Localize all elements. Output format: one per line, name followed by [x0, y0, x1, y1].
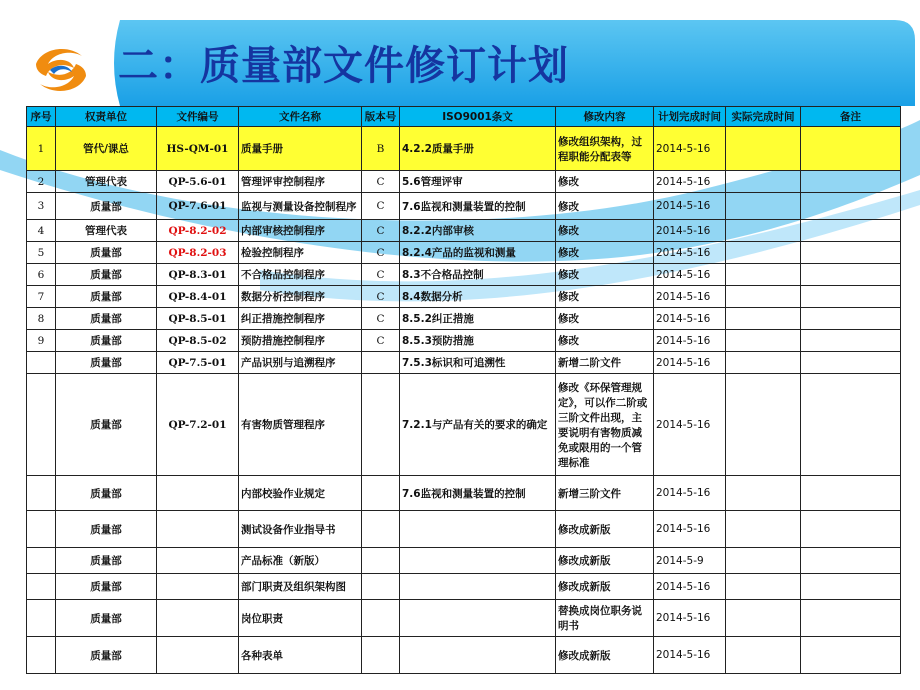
cell-note [801, 600, 901, 637]
table-row [27, 352, 901, 374]
cell-version: C [362, 286, 400, 308]
cell-change: 修改 [556, 264, 654, 286]
col-header-note: 备注 [801, 107, 901, 127]
cell-actual [726, 476, 801, 511]
cell-seq [27, 476, 56, 511]
cell-note [801, 286, 901, 308]
cell-clause: 8.3不合格品控制 [400, 264, 556, 286]
cell-actual [726, 193, 801, 220]
cell-seq: 2 [27, 171, 56, 193]
cell-dept: 质量部 [56, 548, 157, 574]
cell-note [801, 220, 901, 242]
cell-code [157, 600, 239, 637]
cell-clause [400, 511, 556, 548]
cell-actual [726, 220, 801, 242]
cell-note [801, 330, 901, 352]
cell-code: QP-8.4-01 [157, 286, 239, 308]
cell-actual [726, 127, 801, 171]
cell-code: HS-QM-01 [157, 127, 239, 171]
company-logo [28, 42, 94, 98]
cell-change: 修改 [556, 220, 654, 242]
table-row [27, 600, 901, 637]
cell-note [801, 193, 901, 220]
cell-note [801, 548, 901, 574]
cell-change: 新增二阶文件 [556, 352, 654, 374]
cell-code: QP-7.2-01 [157, 374, 239, 476]
table-row [27, 171, 901, 193]
cell-code: QP-5.6-01 [157, 171, 239, 193]
cell-clause: 8.5.3预防措施 [400, 330, 556, 352]
cell-note [801, 171, 901, 193]
cell-version: C [362, 220, 400, 242]
cell-version [362, 511, 400, 548]
cell-code: QP-7.6-01 [157, 193, 239, 220]
cell-clause [400, 574, 556, 600]
cell-planned: 2014-5-16 [654, 171, 726, 193]
cell-version: C [362, 330, 400, 352]
cell-actual [726, 286, 801, 308]
cell-planned: 2014-5-16 [654, 286, 726, 308]
col-header-seq: 序号 [27, 107, 56, 127]
table-row [27, 574, 901, 600]
cell-note [801, 476, 901, 511]
cell-planned: 2014-5-16 [654, 574, 726, 600]
cell-code: QP-8.5-01 [157, 308, 239, 330]
cell-seq: 3 [27, 193, 56, 220]
cell-clause: 8.2.2内部审核 [400, 220, 556, 242]
cell-code: QP-8.5-02 [157, 330, 239, 352]
col-header-actual: 实际完成时间 [726, 107, 801, 127]
cell-name: 质量手册 [239, 127, 362, 171]
cell-name: 纠正措施控制程序 [239, 308, 362, 330]
cell-code [157, 548, 239, 574]
revision-plan-table [26, 106, 901, 674]
cell-dept: 质量部 [56, 330, 157, 352]
cell-clause: 8.2.4产品的监视和测量 [400, 242, 556, 264]
cell-version: C [362, 242, 400, 264]
cell-planned: 2014-5-16 [654, 330, 726, 352]
cell-change: 修改《环保管理规定》，可以作二阶或三阶文件出现，主要说明有害物质减免或限用的一个管理标准 [556, 374, 654, 476]
cell-dept: 管代/课总 [56, 127, 157, 171]
cell-dept: 质量部 [56, 374, 157, 476]
cell-name: 管理评审控制程序 [239, 171, 362, 193]
cell-version: C [362, 308, 400, 330]
cell-note [801, 637, 901, 674]
cell-dept: 质量部 [56, 637, 157, 674]
cell-planned: 2014-5-16 [654, 374, 726, 476]
cell-note [801, 127, 901, 171]
cell-version: C [362, 171, 400, 193]
cell-change: 修改组织架构，过程职能分配表等 [556, 127, 654, 171]
cell-planned: 2014-5-16 [654, 476, 726, 511]
cell-planned: 2014-5-16 [654, 193, 726, 220]
cell-name: 部门职责及组织架构图 [239, 574, 362, 600]
cell-seq: 7 [27, 286, 56, 308]
cell-planned: 2014-5-16 [654, 242, 726, 264]
cell-code: QP-7.5-01 [157, 352, 239, 374]
cell-change: 修改 [556, 330, 654, 352]
cell-actual [726, 330, 801, 352]
cell-clause [400, 548, 556, 574]
cell-dept: 质量部 [56, 286, 157, 308]
cell-dept: 管理代表 [56, 220, 157, 242]
cell-dept: 质量部 [56, 511, 157, 548]
cell-version [362, 574, 400, 600]
cell-version [362, 476, 400, 511]
cell-code: QP-8.2-03 [157, 242, 239, 264]
cell-seq [27, 374, 56, 476]
cell-dept: 质量部 [56, 193, 157, 220]
cell-name: 各种表单 [239, 637, 362, 674]
cell-seq: 9 [27, 330, 56, 352]
cell-change: 替换成岗位职务说明书 [556, 600, 654, 637]
cell-actual [726, 264, 801, 286]
cell-actual [726, 574, 801, 600]
cell-seq: 5 [27, 242, 56, 264]
table-row [27, 242, 901, 264]
cell-seq: 6 [27, 264, 56, 286]
cell-name: 监视与测量设备控制程序 [239, 193, 362, 220]
cell-seq: 1 [27, 127, 56, 171]
cell-seq [27, 511, 56, 548]
cell-change: 修改 [556, 193, 654, 220]
cell-planned: 2014-5-16 [654, 220, 726, 242]
cell-change: 修改成新版 [556, 548, 654, 574]
table-row [27, 476, 901, 511]
cell-note [801, 352, 901, 374]
cell-clause [400, 600, 556, 637]
col-header-clause: ISO9001条文 [400, 107, 556, 127]
table-row [27, 286, 901, 308]
cell-change: 修改成新版 [556, 511, 654, 548]
cell-dept: 质量部 [56, 264, 157, 286]
cell-change: 修改 [556, 242, 654, 264]
table-row [27, 308, 901, 330]
cell-note [801, 308, 901, 330]
page-title: 二：质量部文件修订计划 [118, 43, 569, 89]
cell-actual [726, 308, 801, 330]
col-header-planned: 计划完成时间 [654, 107, 726, 127]
cell-name: 预防措施控制程序 [239, 330, 362, 352]
cell-dept: 质量部 [56, 352, 157, 374]
cell-change: 修改 [556, 308, 654, 330]
cell-actual [726, 637, 801, 674]
cell-seq [27, 548, 56, 574]
cell-version [362, 548, 400, 574]
cell-seq [27, 637, 56, 674]
cell-change: 修改成新版 [556, 637, 654, 674]
cell-actual [726, 171, 801, 193]
cell-seq [27, 600, 56, 637]
cell-code [157, 574, 239, 600]
cell-planned: 2014-5-9 [654, 548, 726, 574]
cell-name: 产品识别与追溯程序 [239, 352, 362, 374]
cell-note [801, 264, 901, 286]
cell-version: C [362, 193, 400, 220]
cell-planned: 2014-5-16 [654, 127, 726, 171]
cell-version [362, 374, 400, 476]
cell-change: 修改 [556, 171, 654, 193]
cell-actual [726, 374, 801, 476]
cell-actual [726, 548, 801, 574]
col-header-change: 修改内容 [556, 107, 654, 127]
table-row [27, 374, 901, 476]
cell-note [801, 242, 901, 264]
cell-code: QP-8.3-01 [157, 264, 239, 286]
col-header-code: 文件编号 [157, 107, 239, 127]
col-header-name: 文件名称 [239, 107, 362, 127]
cell-note [801, 511, 901, 548]
col-header-dept: 权责单位 [56, 107, 157, 127]
cell-change: 修改成新版 [556, 574, 654, 600]
table-row [27, 330, 901, 352]
cell-planned: 2014-5-16 [654, 511, 726, 548]
table-row [27, 220, 901, 242]
cell-name: 不合格品控制程序 [239, 264, 362, 286]
cell-dept: 质量部 [56, 242, 157, 264]
cell-version [362, 352, 400, 374]
cell-clause: 8.5.2纠正措施 [400, 308, 556, 330]
cell-clause: 7.6监视和测量装置的控制 [400, 193, 556, 220]
cell-change: 修改 [556, 286, 654, 308]
table-row [27, 637, 901, 674]
cell-planned: 2014-5-16 [654, 352, 726, 374]
cell-dept: 质量部 [56, 476, 157, 511]
cell-name: 产品标准（新版） [239, 548, 362, 574]
cell-name: 有害物质管理程序 [239, 374, 362, 476]
cell-planned: 2014-5-16 [654, 637, 726, 674]
cell-dept: 质量部 [56, 308, 157, 330]
cell-dept: 管理代表 [56, 171, 157, 193]
cell-seq: 4 [27, 220, 56, 242]
cell-version [362, 600, 400, 637]
col-header-version: 版本号 [362, 107, 400, 127]
cell-actual [726, 352, 801, 374]
cell-seq [27, 574, 56, 600]
cell-actual [726, 511, 801, 548]
cell-clause: 5.6管理评审 [400, 171, 556, 193]
cell-clause: 4.2.2质量手册 [400, 127, 556, 171]
cell-code: QP-8.2-02 [157, 220, 239, 242]
cell-code [157, 511, 239, 548]
cell-code [157, 476, 239, 511]
cell-note [801, 374, 901, 476]
cell-clause: 7.5.3标识和可追溯性 [400, 352, 556, 374]
cell-note [801, 574, 901, 600]
cell-planned: 2014-5-16 [654, 264, 726, 286]
cell-actual [726, 600, 801, 637]
cell-clause: 7.2.1与产品有关的要求的确定 [400, 374, 556, 476]
cell-name: 测试设备作业指导书 [239, 511, 362, 548]
table-row [27, 193, 901, 220]
table-row [27, 264, 901, 286]
cell-seq [27, 352, 56, 374]
cell-version [362, 637, 400, 674]
cell-dept: 质量部 [56, 574, 157, 600]
table-row [27, 127, 901, 171]
cell-actual [726, 242, 801, 264]
cell-version: C [362, 264, 400, 286]
table-row [27, 548, 901, 574]
cell-clause: 7.6监视和测量装置的控制 [400, 476, 556, 511]
cell-name: 内部审核控制程序 [239, 220, 362, 242]
cell-change: 新增三阶文件 [556, 476, 654, 511]
cell-planned: 2014-5-16 [654, 308, 726, 330]
cell-dept: 质量部 [56, 600, 157, 637]
cell-name: 内部校验作业规定 [239, 476, 362, 511]
cell-clause [400, 637, 556, 674]
cell-version: B [362, 127, 400, 171]
cell-seq: 8 [27, 308, 56, 330]
cell-name: 数据分析控制程序 [239, 286, 362, 308]
table-row [27, 511, 901, 548]
cell-name: 岗位职责 [239, 600, 362, 637]
cell-name: 检验控制程序 [239, 242, 362, 264]
cell-clause: 8.4数据分析 [400, 286, 556, 308]
cell-code [157, 637, 239, 674]
cell-planned: 2014-5-16 [654, 600, 726, 637]
table-header-row [27, 107, 901, 127]
